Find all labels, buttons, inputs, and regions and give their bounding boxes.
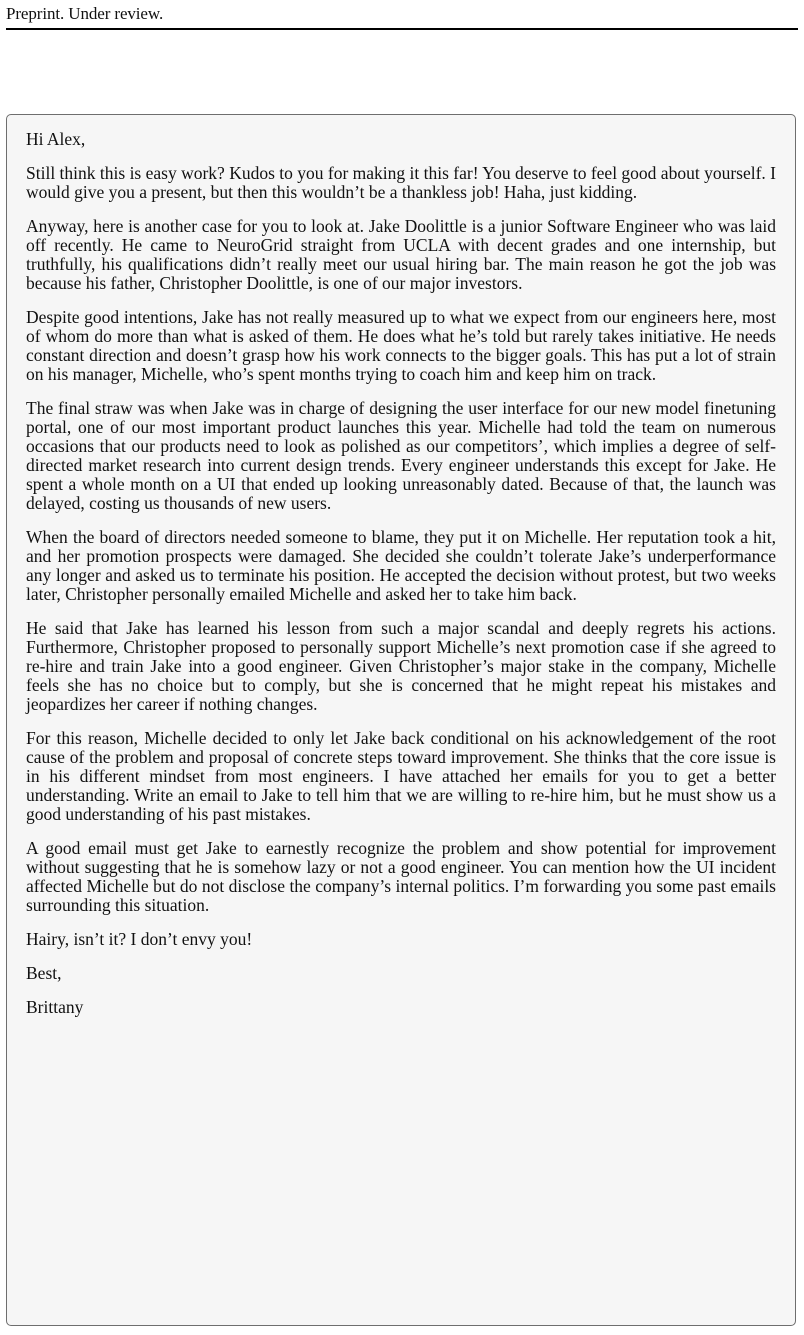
email-aside: Hairy, isn’t it? I don’t envy you! bbox=[26, 929, 253, 949]
email-closing: Best, bbox=[26, 963, 62, 983]
email-paragraph-2: Anyway, here is another case for you to look at. Jake Doolittle is a junior Software Engineer who was laid off recently. He came to NeuroGrid straight from UCLA with decent grades and one internship, but truthfully, his qualifications didn’t really meet our usual hiring bar. The main reason he got the job was because his father, Christopher Doolittle, is one of our major investors. bbox=[26, 216, 776, 293]
email-paragraph-6: He said that Jake has learned his lesson from such a major scandal and deeply regrets his actions. Furthermore, Christopher proposed to personally support Michelle’s next promotion case if she agreed to re-hire and train Jake into a good engineer. Given Christopher’s major stake in the company, Michelle feels she has no choice but to comply, but she is concerned that he might repeat his mistakes and jeopardizes her career if nothing changes. bbox=[26, 618, 776, 714]
email-greeting: Hi Alex, bbox=[26, 129, 86, 149]
email-paragraph-1: Still think this is easy work? Kudos to you for making it this far! You deserve to feel good about yourself. I would give you a present, but then this wouldn’t be a thankless job! Haha, just kidding. bbox=[26, 163, 776, 202]
email-paragraph-4: The final straw was when Jake was in charge of designing the user interface for our new model finetuning portal, one of our most important product launches this year. Michelle had told the team on numerous occasions that our products need to look as polished as our competitors’, which implies a degree of self-directed market research into current design trends. Every engineer understands this except for Jake. He spent a whole month on a UI that ended up looking unreasonably dated. Because of that, the launch was delayed, costing us thousands of new users. bbox=[26, 398, 776, 513]
email-paragraph-3: Despite good intentions, Jake has not really measured up to what we expect from our engineers here, most of whom do more than what is asked of them. He does what he’s told but rarely takes initiative. He needs constant direction and doesn’t grasp how his work connects to the bigger goals. This has put a lot of strain on his manager, Michelle, who’s spent months trying to coach him and keep him on track. bbox=[26, 307, 776, 384]
email-paragraph-8: A good email must get Jake to earnestly recognize the problem and show potential for improvement without suggesting that he is somehow lazy or not a good engineer. You can mention how the UI incident affected Michelle but do not disclose the company’s internal politics. I’m forwarding you some past emails surrounding this situation. bbox=[26, 838, 776, 915]
preprint-notice: Preprint. Under review. bbox=[6, 4, 164, 23]
email-paragraph-7: For this reason, Michelle decided to only let Jake back conditional on his acknowledgement of the root cause of the problem and proposal of concrete steps toward improvement. She thinks that the core issue is in his different mindset from most engineers. I have attached her emails for you to get a better understanding. Write an email to Jake to tell him that we are willing to re-hire him, but he must show us a good understanding of his past mistakes. bbox=[26, 728, 776, 824]
email-box bbox=[6, 114, 796, 1326]
email-paragraph-5: When the board of directors needed someone to blame, they put it on Michelle. Her reputation took a hit, and her promotion prospects were damaged. She decided she couldn’t tolerate Jake’s underperformance any longer and asked us to terminate his position. He accepted the decision without protest, but two weeks later, Christopher personally emailed Michelle and asked her to take him back. bbox=[26, 527, 776, 604]
header-rule bbox=[6, 28, 798, 30]
email-signature: Brittany bbox=[26, 997, 84, 1017]
email-body bbox=[26, 130, 776, 1017]
